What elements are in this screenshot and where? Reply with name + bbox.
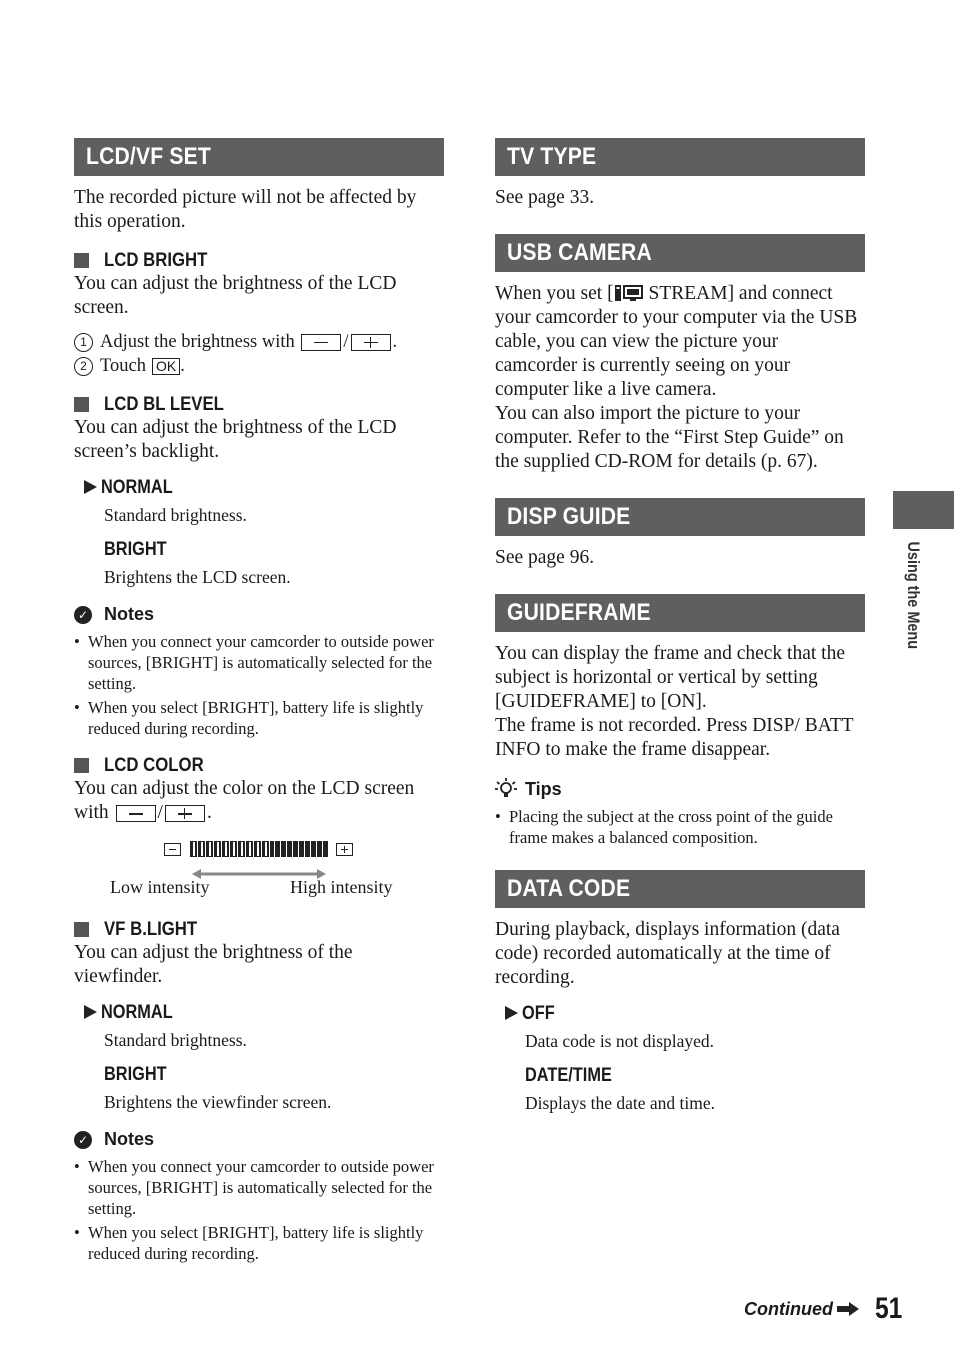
meter-segment — [222, 841, 229, 857]
left-column — [74, 138, 444, 1267]
section-header-lcd-vf-set: LCD/VF SET — [74, 138, 444, 176]
minus-key-icon — [301, 334, 341, 351]
section-header-tv-type: TV TYPE — [495, 138, 865, 176]
notes-list — [74, 631, 444, 739]
option-desc: Standard brightness. — [104, 505, 247, 525]
notes-heading: ✓ Notes — [74, 1129, 444, 1150]
meter-segment — [246, 841, 253, 857]
ok-button-icon: OK — [152, 358, 180, 375]
meter-segment — [198, 841, 205, 857]
plus-key-icon — [351, 334, 391, 351]
vf-blight-body: You can adjust the brightness of the viewfinder. — [74, 942, 353, 987]
intensity-meter — [190, 841, 328, 857]
data-code-body: During playback, displays information (data code) recorded automatically at the time of recording. — [495, 919, 840, 988]
section-header-data-code: DATA CODE — [495, 870, 865, 908]
list-item: • When you select [BRIGHT], battery life is slightly reduced during recording. — [74, 1222, 444, 1264]
meter-segment — [293, 841, 298, 857]
notes-icon: ✓ — [74, 1131, 92, 1149]
meter-segment — [299, 841, 304, 857]
section-header-usb-camera: USB CAMERA — [495, 234, 865, 272]
step-2: 2 Touch OK . — [74, 354, 444, 378]
section-header-disp-guide: DISP GUIDE — [495, 498, 865, 536]
option-normal-default: NORMAL — [84, 1001, 444, 1025]
color-intensity-diagram — [74, 831, 444, 899]
notes-icon: ✓ — [74, 606, 92, 624]
guideframe-body-2: The frame is not recorded. Press DISP/ BATT INFO to make the frame disappear. — [495, 715, 854, 760]
usb-camera-body: When you set [ STREAM] and connect your camcorder to your computer via the USB cable, you can view the picture your camcorder is currently seeing on your computer like a live camera. — [495, 283, 858, 400]
list-item: • When you connect your camcorder to outside power sources, [BRIGHT] is automatically selected for the setting. — [74, 631, 444, 694]
right-column — [495, 138, 865, 1114]
meter-segment — [206, 841, 213, 857]
side-tab-marker — [893, 491, 954, 529]
tv-type-body: See page 33. — [495, 187, 595, 208]
meter-segment — [238, 841, 245, 857]
default-arrow-icon — [84, 480, 97, 494]
low-intensity-label: Low intensity — [110, 877, 210, 897]
page-number: 51 — [874, 1292, 903, 1325]
tips-heading: Tips — [495, 778, 865, 800]
minus-key-icon — [116, 805, 156, 822]
lcd-vf-set-intro: The recorded picture will not be affected by this operation. — [74, 187, 417, 232]
list-item: • When you connect your camcorder to outside power sources, [BRIGHT] is automatically selected for the setting. — [74, 1156, 444, 1219]
default-arrow-icon — [505, 1006, 518, 1020]
stream-icon — [614, 284, 644, 302]
option-date-time: DATE/TIME — [525, 1065, 612, 1086]
meter-segment — [214, 841, 221, 857]
option-desc: Data code is not displayed. — [525, 1031, 715, 1051]
continued-label: Continued — [744, 1298, 833, 1319]
usb-camera-body-2: You can also import the picture to your computer. Refer to the “First Step Guide” on the supplied CD-ROM for details (p. 67). — [495, 403, 844, 472]
option-desc: Brightens the viewfinder screen. — [104, 1092, 332, 1112]
list-item: • When you select [BRIGHT], battery life is slightly reduced during recording. — [74, 697, 444, 739]
list-item: • Placing the subject at the cross point of the guide frame makes a balanced composition. — [495, 806, 865, 848]
lcd-color-keys: with / . — [74, 802, 212, 823]
subheading-vf-blight: VF B.LIGHT — [74, 917, 444, 941]
meter-segment — [305, 841, 310, 857]
default-arrow-icon — [84, 1005, 97, 1019]
minus-icon — [164, 843, 181, 856]
disp-guide-body: See page 96. — [495, 547, 595, 568]
meter-segment — [254, 841, 261, 857]
square-bullet-icon — [74, 253, 89, 268]
plus-icon — [336, 843, 353, 856]
plus-key-icon — [165, 805, 205, 822]
lightbulb-icon — [495, 778, 517, 800]
option-desc: Standard brightness. — [104, 1030, 247, 1050]
square-bullet-icon — [74, 922, 89, 937]
notes-heading: ✓ Notes — [74, 604, 444, 625]
meter-segment — [270, 841, 275, 857]
subheading-lcd-bl-level: LCD BL LEVEL — [74, 392, 444, 416]
step-number: 1 — [74, 333, 93, 352]
option-desc: Displays the date and time. — [525, 1093, 716, 1113]
lcd-color-body: You can adjust the color on the LCD screen — [74, 778, 415, 799]
step-number: 2 — [74, 357, 93, 376]
option-off-default: OFF — [505, 1002, 865, 1026]
meter-segment — [230, 841, 237, 857]
notes-list — [74, 1156, 444, 1264]
arrow-right-icon — [837, 1302, 859, 1316]
option-bright: BRIGHT — [104, 1064, 167, 1085]
lcd-bright-body: You can adjust the brightness of the LCD screen. — [74, 273, 397, 318]
lcd-bl-level-body: You can adjust the brightness of the LCD screen’s backlight. — [74, 417, 397, 462]
meter-segment — [287, 841, 292, 857]
tips-list — [495, 806, 865, 848]
page-footer — [744, 1292, 908, 1326]
square-bullet-icon — [74, 397, 89, 412]
meter-segment — [317, 841, 322, 857]
meter-segment — [281, 841, 286, 857]
guideframe-body: You can display the frame and check that the subject is horizontal or vertical by setting [GUIDEFRAME] to [ON]. — [495, 643, 845, 712]
high-intensity-label: High intensity — [290, 877, 393, 897]
step-1: 1 Adjust the brightness with / . — [74, 330, 444, 354]
option-normal-default: NORMAL — [84, 476, 444, 500]
meter-segment — [323, 841, 328, 857]
option-desc: Brightens the LCD screen. — [104, 567, 291, 587]
square-bullet-icon — [74, 758, 89, 773]
section-header-guideframe: GUIDEFRAME — [495, 594, 865, 632]
meter-segment — [311, 841, 316, 857]
option-bright: BRIGHT — [104, 539, 167, 560]
meter-segment — [190, 841, 197, 857]
subheading-lcd-color: LCD COLOR — [74, 753, 444, 777]
subheading-lcd-bright: LCD BRIGHT — [74, 248, 444, 272]
meter-segment — [275, 841, 280, 857]
meter-segment — [262, 841, 269, 857]
side-tab-label: Using the Menu — [904, 541, 923, 650]
